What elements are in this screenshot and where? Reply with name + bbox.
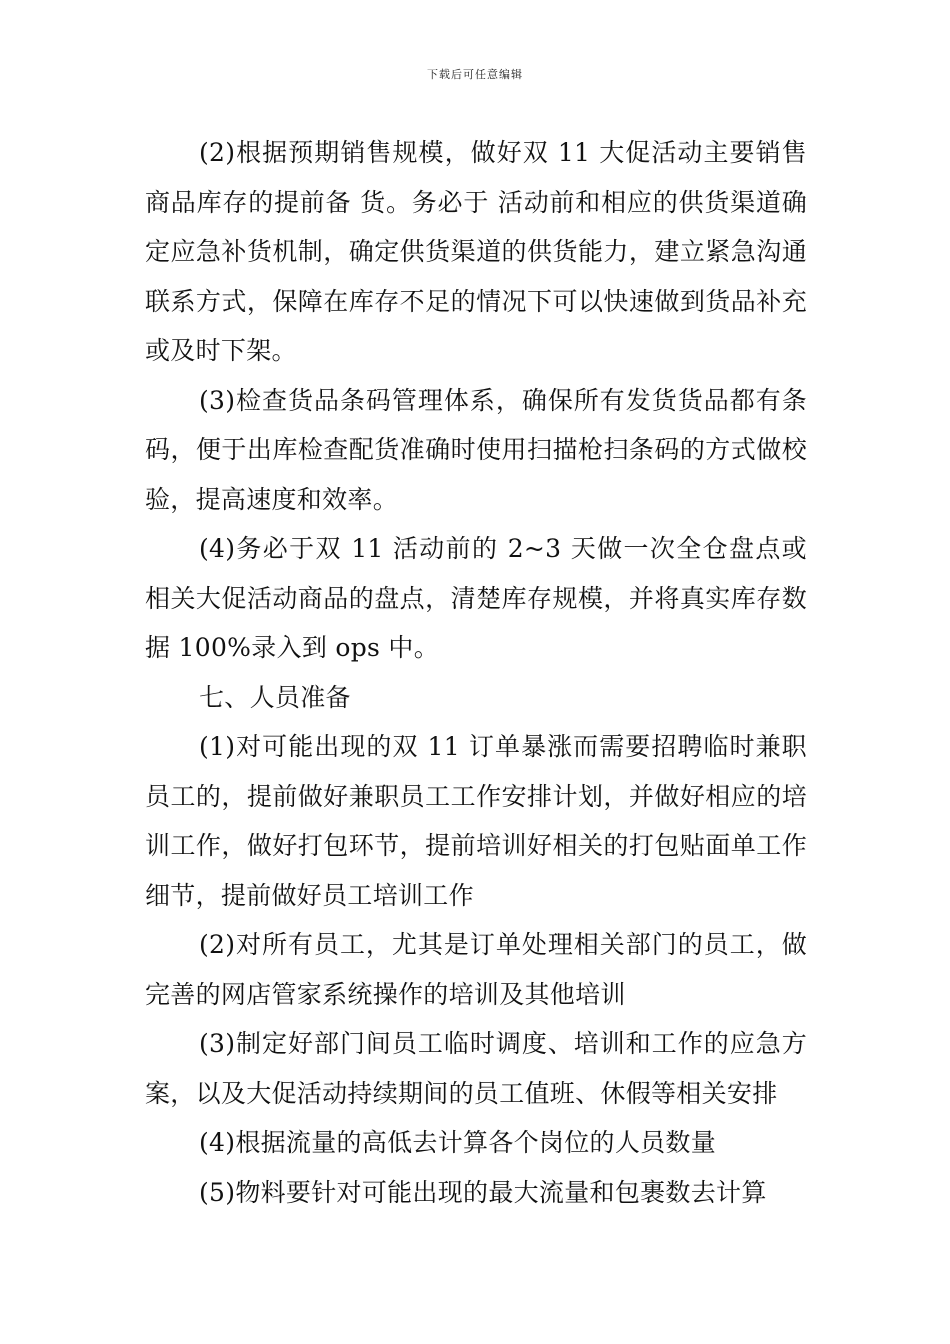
paragraph-headcount: (4)根据流量的高低去计算各个岗位的人员数量 (199, 1128, 717, 1157)
paragraph-contingency-plan: (3)制定好部门间员工临时调度、培训和工作的应急方案，以及大促活动持续期间的员工值班、休假等相关安排 (145, 1029, 807, 1108)
document-body (145, 128, 807, 1217)
paragraph-inventory-stocking: (2)根据预期销售规模，做好双 11 大促活动主要销售商品库存的提前备 货。务必于 活动前和相应的供货渠道确定应急补货机制，确定供货渠道的供货能力，建立紧急沟通联系方式，保障在库存不足的情况下可以快速做到货品补充或及时下架。 (145, 138, 807, 365)
header-note: 下载后可任意编辑 (427, 68, 523, 81)
paragraph-stock-count: (4)务必于双 11 活动前的 2~3 天做一次全仓盘点或相关大促活动商品的盘点，清楚库存规模，并将真实库存数据 100%录入到 ops 中。 (145, 534, 807, 662)
paragraph-temp-staff: (1)对可能出现的双 11 订单暴涨而需要招聘临时兼职员工的，提前做好兼职员工工作安排计划，并做好相应的培训工作，做好打包环节，提前培训好相关的打包贴面单工作细节，提前做好员工培训工作 (145, 732, 807, 910)
paragraph-barcode-system: (3)检查货品条码管理体系，确保所有发货货品都有条码，便于出库检查配货准确时使用扫描枪扫条码的方式做校验，提高速度和效率。 (145, 385, 807, 514)
paragraph-materials: (5)物料要针对可能出现的最大流量和包裹数去计算 (199, 1177, 767, 1207)
paragraph-staff-training: (2)对所有员工，尤其是订单处理相关部门的员工，做完善的网店管家系统操作的培训及其他培训 (145, 930, 807, 1009)
section-heading-staffing: 七、人员准备 (199, 682, 351, 712)
